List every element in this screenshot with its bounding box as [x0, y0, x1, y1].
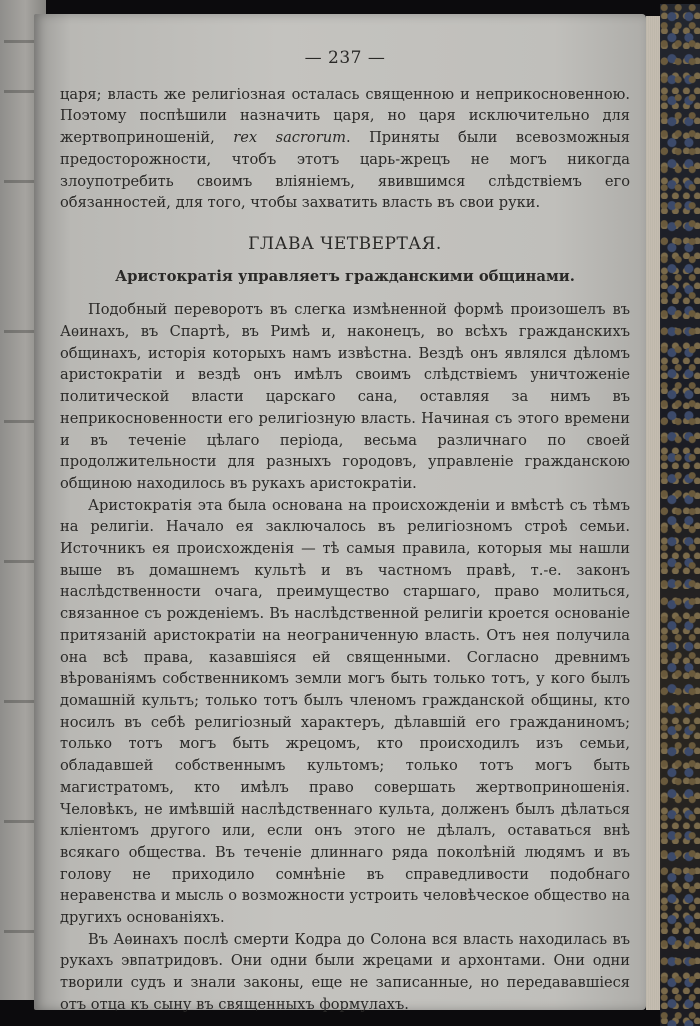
paragraph-3: Въ Аѳинахъ послѣ смерти Кодра до Солона вся власть находилась въ рукахъ эвпатридовъ. Они одни были жрецами и архонтами. Они одни творили судъ и знали законы, еще не записанные, но передававшіеся отъ отца къ сыну въ священныхъ формулахъ.	[60, 930, 630, 1013]
latin-term: rex sacrorum	[233, 129, 346, 147]
page-stack-edge	[646, 16, 660, 1010]
page-text	[60, 48, 630, 1016]
paragraph-2: Аристократія эта была основана на происхожденіи и вмѣстѣ съ тѣмъ на религіи. Начало ея заключалось въ религіозномъ строѣ семьи. Источникъ ея происхожденія — тѣ самыя правила, которыя мы нашли выше въ домашнемъ культѣ и въ частномъ правѣ, т.-е. законъ наслѣдственности очага, преимущество старшаго, право молиться, связанное съ рожденіемъ. Въ наслѣдственной религіи кроется основаніе притязаній аристократіи на неограниченную власть. Отъ нея получила она всѣ права, казавшіяся ей священными. Согласно древнимъ вѣрованіямъ собственникомъ земли могъ быть только тотъ, у кого былъ домашній культъ; только тотъ былъ членомъ гражданской общины, кто носилъ въ себѣ религіозный характеръ, дѣлавшій его гражданиномъ; только тотъ могъ быть жрецомъ, кто происходилъ изъ семьи, обладавшей собственнымъ культомъ; только тотъ могъ быть магистратомъ, кто имѣлъ право совершать жертвоприношенія. Человѣкъ, не имѣвшій наслѣдственнаго культа, долженъ былъ дѣлаться кліентомъ другого или, если онъ этого не дѣлалъ, оставаться внѣ всякаго общества. Въ теченіе длиннаго ряда поколѣній людямъ и въ голову не приходило сомнѣніе въ справедливости подобнаго неравенства и мысль о возможности устроить человѣческое общество на другихъ основаніяхъ.	[60, 496, 630, 927]
page-number: — 237 —	[304, 48, 386, 68]
intro-text-after: . Приняты были всевозможныя предосторожности, чтобъ этотъ царь-жрецъ не могъ никогда злоупотребить своимъ вліяніемъ, явившимся слѣдствіемъ его обязанностей, для того, чтобы захватить власть въ свои руки.	[60, 129, 630, 212]
paragraph-1: Подобный переворотъ въ слегка измѣненной формѣ произошелъ въ Аѳинахъ, въ Спартѣ, въ Римѣ и, наконецъ, во всѣхъ гражданскихъ общинахъ, исторія которыхъ намъ извѣстна. Вездѣ онъ являлся дѣломъ аристократіи и вездѣ онъ имѣлъ своимъ слѣдствіемъ уничтоженіе политической власти царскаго сана, оставляя за нимъ въ неприкосновенности его религіозную власть. Начиная съ этого времени и въ теченіе цѣлаго періода, весьма различнаго по своей продолжительности для разныхъ городовъ, управленіе гражданскою общиною находилось въ рукахъ аристократіи.	[60, 301, 630, 492]
chapter-title: ГЛАВА ЧЕТВЕРТАЯ.	[248, 233, 442, 254]
chapter-subtitle: Аристократія управляетъ гражданскими общинами.	[115, 267, 575, 285]
intro-paragraph	[60, 84, 630, 214]
intro-text-before: царя; власть же религіозная осталась священною и неприкосновенною. Поэтому поспѣшили назначить царя, но царя исключительно для жертвоприношеній,	[60, 85, 630, 147]
marbled-book-cover	[660, 4, 700, 1026]
